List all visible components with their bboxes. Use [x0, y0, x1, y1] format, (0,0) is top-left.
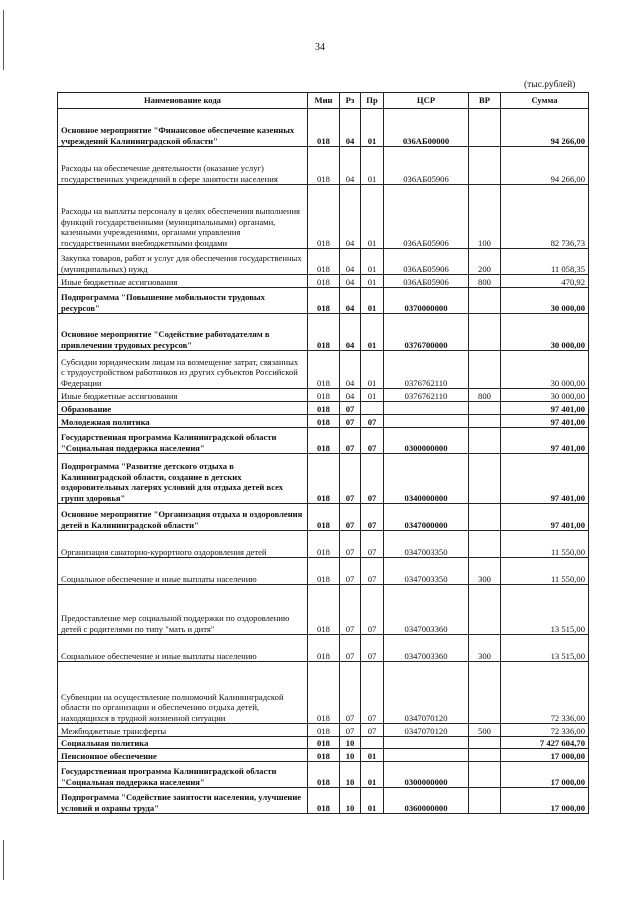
cell-vr [469, 585, 501, 635]
cell-vr: 300 [469, 558, 501, 585]
cell-vr: 200 [469, 249, 501, 275]
table-row [58, 389, 589, 402]
cell-sum: 7 427 604,70 [501, 737, 589, 749]
cell-pr: 01 [361, 389, 384, 402]
cell-pr: 01 [361, 314, 384, 351]
cell-csr: 0360000000 [384, 788, 469, 814]
cell-rz: 07 [340, 724, 361, 737]
cell-sum: 11 058,35 [501, 249, 589, 275]
cell-min: 018 [308, 558, 340, 585]
cell-rz: 04 [340, 185, 361, 249]
cell-csr [384, 749, 469, 762]
table-row [58, 275, 589, 288]
cell-min: 018 [308, 351, 340, 389]
cell-csr: 0376700000 [384, 314, 469, 351]
cell-pr [361, 737, 384, 749]
cell-sum: 97 401,00 [501, 415, 589, 428]
cell-sum: 94 266,00 [501, 109, 589, 147]
cell-csr: 036АБ05906 [384, 185, 469, 249]
cell-min: 018 [308, 788, 340, 814]
cell-min: 018 [308, 724, 340, 737]
cell-min: 018 [308, 585, 340, 635]
cell-name: Социальная политика [58, 737, 308, 749]
cell-csr: 0347003360 [384, 585, 469, 635]
header-name: Наименование кода [58, 93, 308, 109]
cell-rz: 10 [340, 762, 361, 788]
cell-vr [469, 662, 501, 724]
table-row [58, 147, 589, 185]
cell-csr: 0370000000 [384, 288, 469, 314]
cell-sum: 17 000,00 [501, 749, 589, 762]
cell-csr: 036АБ05906 [384, 147, 469, 185]
table-row [58, 288, 589, 314]
unit-note: (тыс.рублей) [524, 80, 576, 90]
header-csr: ЦСР [384, 93, 469, 109]
cell-vr: 500 [469, 724, 501, 737]
cell-csr [384, 415, 469, 428]
header-vr: ВР [469, 93, 501, 109]
cell-csr: 036АБ05906 [384, 275, 469, 288]
cell-csr: 0376762110 [384, 351, 469, 389]
cell-sum: 30 000,00 [501, 314, 589, 351]
cell-sum: 72 336,00 [501, 662, 589, 724]
cell-vr [469, 762, 501, 788]
table-row [58, 558, 589, 585]
cell-pr: 01 [361, 249, 384, 275]
cell-csr: 0300000000 [384, 762, 469, 788]
cell-min: 018 [308, 662, 340, 724]
cell-vr [469, 504, 501, 531]
cell-pr: 07 [361, 428, 384, 454]
cell-name: Социальное обеспечение и иные выплаты населению [58, 558, 308, 585]
cell-vr [469, 531, 501, 558]
table-row [58, 635, 589, 662]
cell-rz: 04 [340, 288, 361, 314]
header-min: Мин [308, 93, 340, 109]
header-rz: Рз [340, 93, 361, 109]
cell-pr: 01 [361, 275, 384, 288]
cell-pr: 07 [361, 585, 384, 635]
cell-name: Подпрограмма "Содействие занятости населения, улучшение условий и охраны труда" [58, 788, 308, 814]
cell-pr: 07 [361, 662, 384, 724]
table-row [58, 788, 589, 814]
cell-sum: 97 401,00 [501, 454, 589, 504]
table-row [58, 185, 589, 249]
cell-sum: 82 736,73 [501, 185, 589, 249]
cell-rz: 04 [340, 351, 361, 389]
cell-sum: 30 000,00 [501, 389, 589, 402]
cell-rz: 04 [340, 389, 361, 402]
cell-pr [361, 402, 384, 415]
cell-vr [469, 109, 501, 147]
cell-rz: 07 [340, 402, 361, 415]
cell-vr [469, 351, 501, 389]
cell-csr: 0347003350 [384, 531, 469, 558]
cell-rz: 07 [340, 662, 361, 724]
cell-rz: 07 [340, 454, 361, 504]
table-row [58, 504, 589, 531]
cell-csr: 0340000000 [384, 454, 469, 504]
cell-rz: 04 [340, 314, 361, 351]
cell-sum: 72 336,00 [501, 724, 589, 737]
table-row [58, 314, 589, 351]
cell-pr: 07 [361, 635, 384, 662]
cell-name: Подпрограмма "Повышение мобильности трудовых ресурсов" [58, 288, 308, 314]
cell-rz: 07 [340, 585, 361, 635]
table-row [58, 428, 589, 454]
cell-vr: 800 [469, 275, 501, 288]
cell-vr [469, 749, 501, 762]
cell-pr: 01 [361, 288, 384, 314]
scan-edge-mark [3, 840, 4, 880]
cell-rz: 04 [340, 275, 361, 288]
cell-rz: 07 [340, 531, 361, 558]
cell-min: 018 [308, 504, 340, 531]
cell-sum: 13 515,00 [501, 635, 589, 662]
cell-pr: 07 [361, 531, 384, 558]
scan-edge-mark [3, 10, 4, 70]
cell-min: 018 [308, 185, 340, 249]
table-row [58, 415, 589, 428]
cell-rz: 04 [340, 147, 361, 185]
cell-name: Субсидии юридическим лицам на возмещение затрат, связанных с трудоустройством работников из других субъектов Российской Федерации [58, 351, 308, 389]
table-row [58, 402, 589, 415]
cell-sum: 11 550,00 [501, 558, 589, 585]
cell-name: Межбюджетные трансферты [58, 724, 308, 737]
cell-name: Предоставление мер социальной поддержки по оздоровлению детей с родителями по типу "мать и дитя" [58, 585, 308, 635]
cell-name: Расходы на обеспечение деятельности (оказание услуг) государственных учреждений в сфере занятости населения [58, 147, 308, 185]
cell-rz: 07 [340, 635, 361, 662]
cell-min: 018 [308, 402, 340, 415]
header-sum: Сумма [501, 93, 589, 109]
cell-sum: 17 000,00 [501, 762, 589, 788]
table-row [58, 109, 589, 147]
cell-pr: 01 [361, 147, 384, 185]
header-pr: Пр [361, 93, 384, 109]
cell-vr [469, 428, 501, 454]
cell-csr: 036АБ00000 [384, 109, 469, 147]
cell-sum: 97 401,00 [501, 504, 589, 531]
cell-rz: 07 [340, 504, 361, 531]
cell-sum: 13 515,00 [501, 585, 589, 635]
cell-pr: 01 [361, 185, 384, 249]
table-row [58, 531, 589, 558]
cell-min: 018 [308, 249, 340, 275]
cell-name: Организация санаторно-курортного оздоровления детей [58, 531, 308, 558]
cell-min: 018 [308, 415, 340, 428]
cell-min: 018 [308, 762, 340, 788]
cell-pr: 07 [361, 724, 384, 737]
cell-rz: 07 [340, 558, 361, 585]
cell-pr: 01 [361, 749, 384, 762]
cell-min: 018 [308, 428, 340, 454]
cell-name: Социальное обеспечение и иные выплаты населению [58, 635, 308, 662]
cell-pr: 07 [361, 415, 384, 428]
cell-csr: 0376762110 [384, 389, 469, 402]
cell-csr: 036АБ05906 [384, 249, 469, 275]
cell-min: 018 [308, 147, 340, 185]
cell-min: 018 [308, 275, 340, 288]
cell-name: Иные бюджетные ассигнования [58, 389, 308, 402]
cell-vr [469, 314, 501, 351]
cell-name: Образование [58, 402, 308, 415]
cell-name: Субвенции на осуществление полномочий Калининградской области по организации и обеспечению отдыха детей, находящихся в трудной жизненной ситуации [58, 662, 308, 724]
cell-name: Иные бюджетные ассигнования [58, 275, 308, 288]
table-row [58, 749, 589, 762]
table-row [58, 454, 589, 504]
cell-rz: 10 [340, 737, 361, 749]
cell-sum: 94 266,00 [501, 147, 589, 185]
cell-sum: 30 000,00 [501, 351, 589, 389]
cell-rz: 07 [340, 428, 361, 454]
cell-vr [469, 454, 501, 504]
cell-rz: 10 [340, 788, 361, 814]
cell-pr: 07 [361, 454, 384, 504]
cell-min: 018 [308, 737, 340, 749]
cell-csr [384, 737, 469, 749]
cell-sum: 30 000,00 [501, 288, 589, 314]
cell-sum: 97 401,00 [501, 428, 589, 454]
cell-pr: 01 [361, 351, 384, 389]
cell-name: Расходы на выплаты персоналу в целях обеспечения выполнения функций государственными (муниципальными) органами, казенными учреждениями, органами управления государственными внебюджетными фондами [58, 185, 308, 249]
cell-rz: 07 [340, 415, 361, 428]
cell-min: 018 [308, 531, 340, 558]
cell-vr: 800 [469, 389, 501, 402]
table-row [58, 585, 589, 635]
cell-vr [469, 288, 501, 314]
cell-csr [384, 402, 469, 415]
cell-rz: 04 [340, 109, 361, 147]
cell-name: Основное мероприятие "Финансовое обеспечение казенных учреждений Калининградской области" [58, 109, 308, 147]
cell-name: Основное мероприятие "Организация отдыха и оздоровления детей в Калининградской области" [58, 504, 308, 531]
cell-name: Основное мероприятие "Содействие работодателям в привлечении трудовых ресурсов" [58, 314, 308, 351]
cell-min: 018 [308, 288, 340, 314]
cell-pr: 07 [361, 558, 384, 585]
cell-vr [469, 415, 501, 428]
table-row [58, 724, 589, 737]
cell-csr: 0347070120 [384, 724, 469, 737]
cell-min: 018 [308, 454, 340, 504]
cell-pr: 01 [361, 788, 384, 814]
cell-csr: 0347003360 [384, 635, 469, 662]
cell-name: Государственная программа Калининградской области "Социальная поддержка населения" [58, 428, 308, 454]
cell-vr [469, 788, 501, 814]
cell-name: Государственная программа Калининградской области "Социальная поддержка населения" [58, 762, 308, 788]
cell-rz: 04 [340, 249, 361, 275]
cell-csr: 0347000000 [384, 504, 469, 531]
cell-pr: 01 [361, 762, 384, 788]
cell-min: 018 [308, 314, 340, 351]
cell-vr: 300 [469, 635, 501, 662]
cell-min: 018 [308, 635, 340, 662]
cell-csr: 0347003350 [384, 558, 469, 585]
cell-pr: 07 [361, 504, 384, 531]
cell-vr [469, 737, 501, 749]
table-row [58, 351, 589, 389]
cell-pr: 01 [361, 109, 384, 147]
cell-min: 018 [308, 109, 340, 147]
cell-csr: 0300000000 [384, 428, 469, 454]
table-row [58, 762, 589, 788]
budget-table [57, 92, 589, 814]
table-row [58, 249, 589, 275]
cell-name: Подпрограмма "Развитие детского отдыха в Калининградской области, создание в детских оздоровительных лагерях условий для отдыха детей всех групп здоровья" [58, 454, 308, 504]
cell-vr [469, 402, 501, 415]
cell-name: Молодежная политика [58, 415, 308, 428]
cell-vr: 100 [469, 185, 501, 249]
table-header-row [58, 93, 589, 109]
cell-sum: 11 550,00 [501, 531, 589, 558]
cell-sum: 97 401,00 [501, 402, 589, 415]
cell-min: 018 [308, 389, 340, 402]
cell-rz: 10 [340, 749, 361, 762]
cell-sum: 17 000,00 [501, 788, 589, 814]
cell-vr [469, 147, 501, 185]
table-row [58, 662, 589, 724]
cell-sum: 470,92 [501, 275, 589, 288]
cell-csr: 0347070120 [384, 662, 469, 724]
page-number: 34 [315, 42, 325, 53]
cell-name: Закупка товаров, работ и услуг для обеспечения государственных (муниципальных) нужд [58, 249, 308, 275]
table-row [58, 737, 589, 749]
cell-min: 018 [308, 749, 340, 762]
cell-name: Пенсионное обеспечение [58, 749, 308, 762]
